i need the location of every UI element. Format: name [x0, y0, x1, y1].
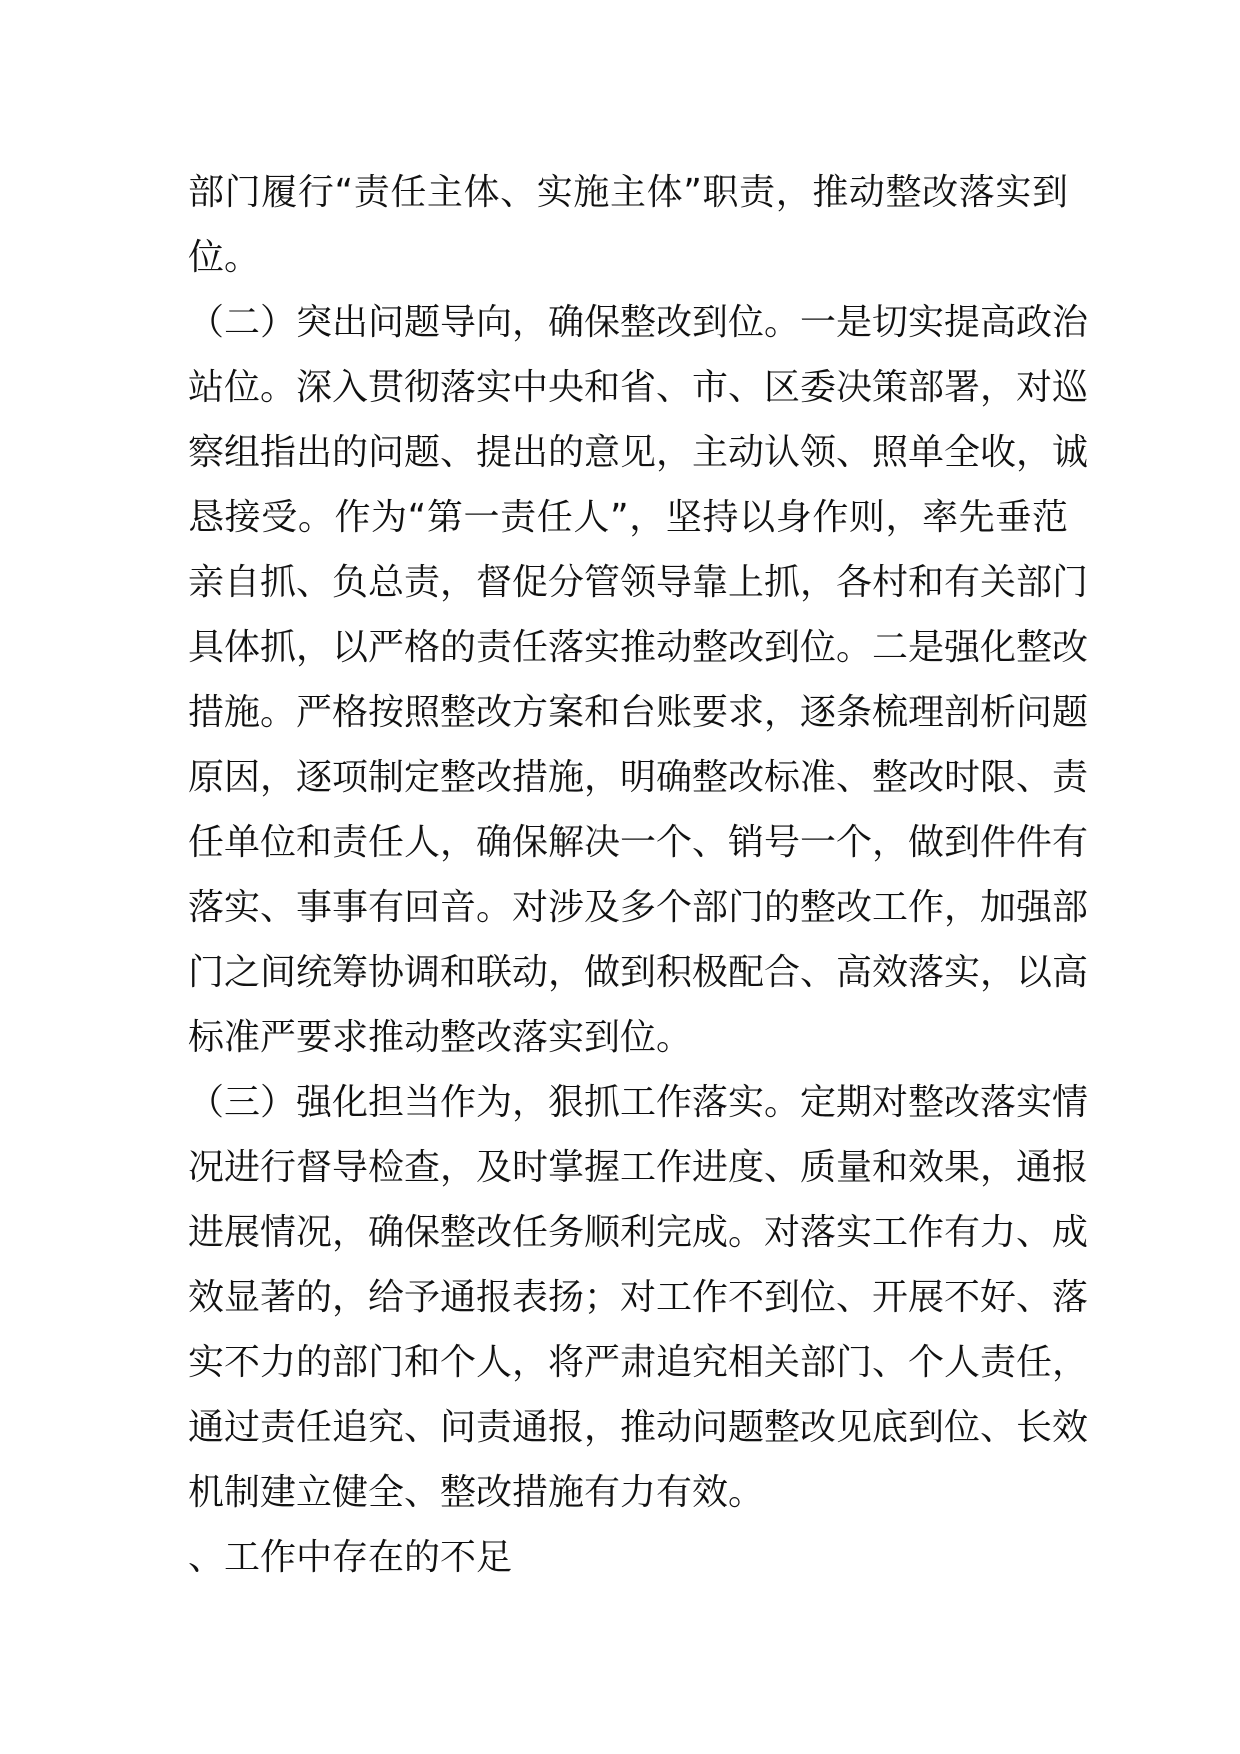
- text-line: 察组指出的问题、提出的意见，主动认领、照单全收，诚: [188, 432, 1089, 473]
- text-line: 任单位和责任人，确保解决一个、销号一个，做到件件有: [188, 822, 1089, 863]
- section-heading-line: （三）强化担当作为，狠抓工作落实。定期对整改落实情: [188, 1082, 1089, 1123]
- text-line: 措施。严格按照整改方案和台账要求，逐条梳理剖析问题: [188, 692, 1089, 733]
- text-line: 标准严要求推动整改落实到位。: [188, 1017, 693, 1058]
- text-line: 况进行督导检查，及时掌握工作进度、质量和效果，通报: [188, 1147, 1089, 1188]
- text-line: 实不力的部门和个人，将严肃追究相关部门、个人责任，: [188, 1342, 1089, 1383]
- text-line: 落实、事事有回音。对涉及多个部门的整改工作，加强部: [188, 887, 1089, 928]
- text-line: 具体抓，以严格的责任落实推动整改到位。二是强化整改: [188, 627, 1089, 668]
- text-line: 站位。深入贯彻落实中央和省、市、区委决策部署，对巡: [188, 367, 1089, 408]
- text-line: 机制建立健全、整改措施有力有效。: [188, 1472, 765, 1513]
- text-line: 位。: [188, 237, 261, 278]
- document-body: [188, 160, 1089, 1590]
- text-line: 门之间统筹协调和联动，做到积极配合、高效落实，以高: [188, 952, 1089, 993]
- text-line: 进展情况，确保整改任务顺利完成。对落实工作有力、成: [188, 1212, 1089, 1253]
- text-line: 恳接受。作为“第一责任人”，坚持以身作则，率先垂范: [188, 497, 1068, 538]
- text-line: 部门履行“责任主体、实施主体”职责，推动整改落实到: [188, 172, 1068, 213]
- text-line: 原因，逐项制定整改措施，明确整改标准、整改时限、责: [188, 757, 1089, 798]
- section-heading-line: （二）突出问题导向，确保整改到位。一是切实提高政治: [188, 302, 1089, 343]
- text-line: 通过责任追究、问责通报，推动问题整改见底到位、长效: [188, 1407, 1089, 1448]
- section-heading-line: 、工作中存在的不足: [188, 1537, 513, 1578]
- text-line: 亲自抓、负总责，督促分管领导靠上抓，各村和有关部门: [188, 562, 1089, 603]
- text-line: 效显著的，给予通报表扬；对工作不到位、开展不好、落: [188, 1277, 1089, 1318]
